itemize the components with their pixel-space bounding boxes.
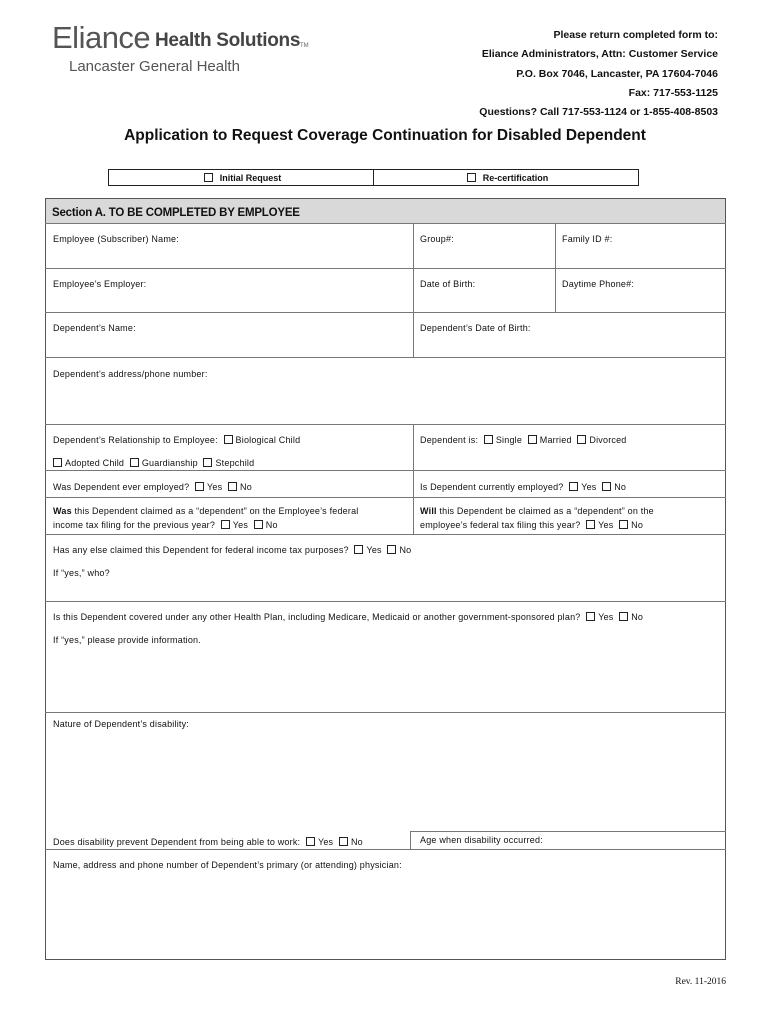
request-type-box xyxy=(108,169,639,186)
employee-name-label: Employee (Subscriber) Name: xyxy=(53,234,179,244)
yes-label: Yes xyxy=(232,520,249,530)
currently-employed-yes-checkbox[interactable] xyxy=(569,482,578,491)
other-plan-yes-checkbox[interactable] xyxy=(586,612,595,621)
relationship-line-1 xyxy=(53,435,300,445)
dependent-name-label: Dependent’s Name: xyxy=(53,323,136,333)
anyone-else-line xyxy=(53,545,411,555)
adopted-child-checkbox[interactable] xyxy=(53,458,62,467)
single-checkbox[interactable] xyxy=(484,435,493,444)
row-divider xyxy=(45,470,726,471)
claimed-this-text-1: this Dependent be claimed as a “dependent” on the xyxy=(436,506,654,516)
ever-employed-no-checkbox[interactable] xyxy=(228,482,237,491)
was-bold-text: Was xyxy=(53,506,72,516)
biological-child-label: Biological Child xyxy=(235,435,301,445)
row-divider xyxy=(45,849,726,850)
row-divider xyxy=(45,534,726,535)
anyone-else-no-checkbox[interactable] xyxy=(387,545,396,554)
dependent-dob-label: Dependent’s Date of Birth: xyxy=(420,323,531,333)
claimed-previous-text-1: this Dependent claimed as a “dependent” on the Employee’s federal xyxy=(71,506,359,516)
column-divider xyxy=(555,223,556,312)
no-label: No xyxy=(631,520,644,530)
stepchild-label: Stepchild xyxy=(215,458,255,468)
ever-employed-line xyxy=(53,482,252,492)
recertification-checkbox[interactable] xyxy=(467,173,476,182)
currently-employed-label: Is Dependent currently employed? xyxy=(420,482,564,492)
return-line-4: Fax: 717-553-1125 xyxy=(628,86,718,99)
married-label: Married xyxy=(539,435,572,445)
other-plan-no-checkbox[interactable] xyxy=(619,612,628,621)
biological-child-checkbox[interactable] xyxy=(224,435,233,444)
yes-label: Yes xyxy=(598,520,614,530)
yes-label: Yes xyxy=(317,837,334,847)
divorced-checkbox[interactable] xyxy=(577,435,586,444)
return-address-block xyxy=(479,26,718,122)
prevent-work-yes-checkbox[interactable] xyxy=(306,837,315,846)
return-line-3: P.O. Box 7046, Lancaster, PA 17604-7046 xyxy=(516,67,718,80)
logo-trademark: TM xyxy=(300,43,309,49)
ever-employed-label: Was Dependent ever employed? xyxy=(53,482,190,492)
nature-of-disability-label: Nature of Dependent’s disability: xyxy=(53,719,190,729)
column-divider xyxy=(413,223,414,357)
family-id-label: Family ID #: xyxy=(562,234,613,244)
if-yes-who-label: If “yes,” who? xyxy=(53,568,110,578)
row-divider xyxy=(45,357,726,358)
recertification-label: Re-certification xyxy=(482,172,549,183)
other-plan-line xyxy=(53,612,643,622)
claimed-this-text-2: employee’s federal tax filing this year? xyxy=(420,520,581,530)
row-divider xyxy=(410,831,726,832)
claimed-previous-line-2 xyxy=(53,520,278,530)
prevent-work-no-checkbox[interactable] xyxy=(339,837,348,846)
initial-request-option[interactable] xyxy=(109,170,373,185)
claimed-this-yes-checkbox[interactable] xyxy=(586,520,595,529)
return-line-1: Please return completed form to: xyxy=(553,29,718,41)
no-label: No xyxy=(631,612,644,622)
employer-label: Employee’s Employer: xyxy=(53,279,147,289)
relationship-line-2 xyxy=(50,458,254,468)
if-yes-info-label: If “yes,” please provide information. xyxy=(53,635,201,645)
row-divider xyxy=(45,424,726,425)
row-divider xyxy=(45,312,726,313)
no-label: No xyxy=(614,482,627,492)
logo-health-solutions-text: Health Solutions xyxy=(155,30,301,51)
currently-employed-line xyxy=(420,482,626,492)
initial-request-checkbox[interactable] xyxy=(204,173,213,182)
no-label: No xyxy=(350,837,363,847)
no-label: No xyxy=(265,520,278,530)
claimed-previous-line-1 xyxy=(53,506,359,516)
currently-employed-no-checkbox[interactable] xyxy=(602,482,611,491)
group-number-label: Group#: xyxy=(420,234,454,244)
date-of-birth-label: Date of Birth: xyxy=(420,279,476,289)
prevent-work-line xyxy=(53,837,363,847)
column-divider xyxy=(413,424,414,534)
return-line-5: Questions? Call 717-553-1124 or 1-855-408-8503 xyxy=(479,106,718,119)
anyone-else-yes-checkbox[interactable] xyxy=(354,545,363,554)
age-occurred-label: Age when disability occurred: xyxy=(420,835,543,845)
claimed-previous-text-2: income tax filing for the previous year? xyxy=(53,520,216,530)
claimed-this-no-checkbox[interactable] xyxy=(619,520,628,529)
prevent-work-label: Does disability prevent Dependent from being able to work: xyxy=(53,837,301,847)
eliance-logo xyxy=(52,20,372,80)
column-divider xyxy=(410,831,411,849)
no-label: No xyxy=(399,545,412,555)
married-checkbox[interactable] xyxy=(528,435,537,444)
row-divider xyxy=(45,712,726,713)
return-line-2: Eliance Administrators, Attn: Customer Service xyxy=(481,48,718,61)
recertification-option[interactable] xyxy=(373,170,638,185)
adopted-child-label: Adopted Child xyxy=(65,458,125,468)
guardianship-label: Guardianship xyxy=(141,458,198,468)
single-label: Single xyxy=(495,435,523,445)
yes-label: Yes xyxy=(366,545,382,555)
relationship-label: Dependent’s Relationship to Employee: xyxy=(53,435,218,445)
claimed-this-line-2 xyxy=(420,520,643,530)
guardianship-checkbox[interactable] xyxy=(130,458,139,467)
stepchild-checkbox[interactable] xyxy=(203,458,212,467)
dependent-is-label: Dependent is: xyxy=(420,435,479,445)
row-divider xyxy=(45,223,726,224)
claimed-previous-yes-checkbox[interactable] xyxy=(221,520,230,529)
yes-label: Yes xyxy=(207,482,223,492)
anyone-else-label: Has any else claimed this Dependent for federal income tax purposes? xyxy=(53,545,349,555)
claimed-this-line-1 xyxy=(420,506,654,516)
logo-lancaster-text: Lancaster General Health xyxy=(69,58,240,75)
logo-eliance-text: Eliance xyxy=(52,20,151,55)
row-divider xyxy=(45,497,726,498)
divorced-label: Divorced xyxy=(589,435,627,445)
section-a-title: Section A. TO BE COMPLETED BY EMPLOYEE xyxy=(52,207,300,219)
yes-label: Yes xyxy=(598,612,614,622)
revision-label: Rev. 11-2016 xyxy=(675,977,726,987)
marital-status-line xyxy=(420,435,627,445)
initial-request-label: Initial Request xyxy=(219,172,282,183)
page-title: Application to Request Coverage Continuation for Disabled Dependent xyxy=(124,127,646,144)
claimed-previous-no-checkbox[interactable] xyxy=(254,520,263,529)
physician-label: Name, address and phone number of Dependent’s primary (or attending) physician: xyxy=(53,860,402,870)
row-divider xyxy=(45,601,726,602)
no-label: No xyxy=(240,482,252,492)
row-divider xyxy=(45,268,726,269)
yes-label: Yes xyxy=(581,482,597,492)
other-plan-label: Is this Dependent covered under any other Health Plan, including Medicare, Medicaid or another government-sponsored plan? xyxy=(53,612,581,622)
dependent-address-label: Dependent’s address/phone number: xyxy=(53,369,208,379)
daytime-phone-label: Daytime Phone#: xyxy=(562,279,635,289)
will-bold-text: Will xyxy=(420,506,437,516)
ever-employed-yes-checkbox[interactable] xyxy=(195,482,204,491)
